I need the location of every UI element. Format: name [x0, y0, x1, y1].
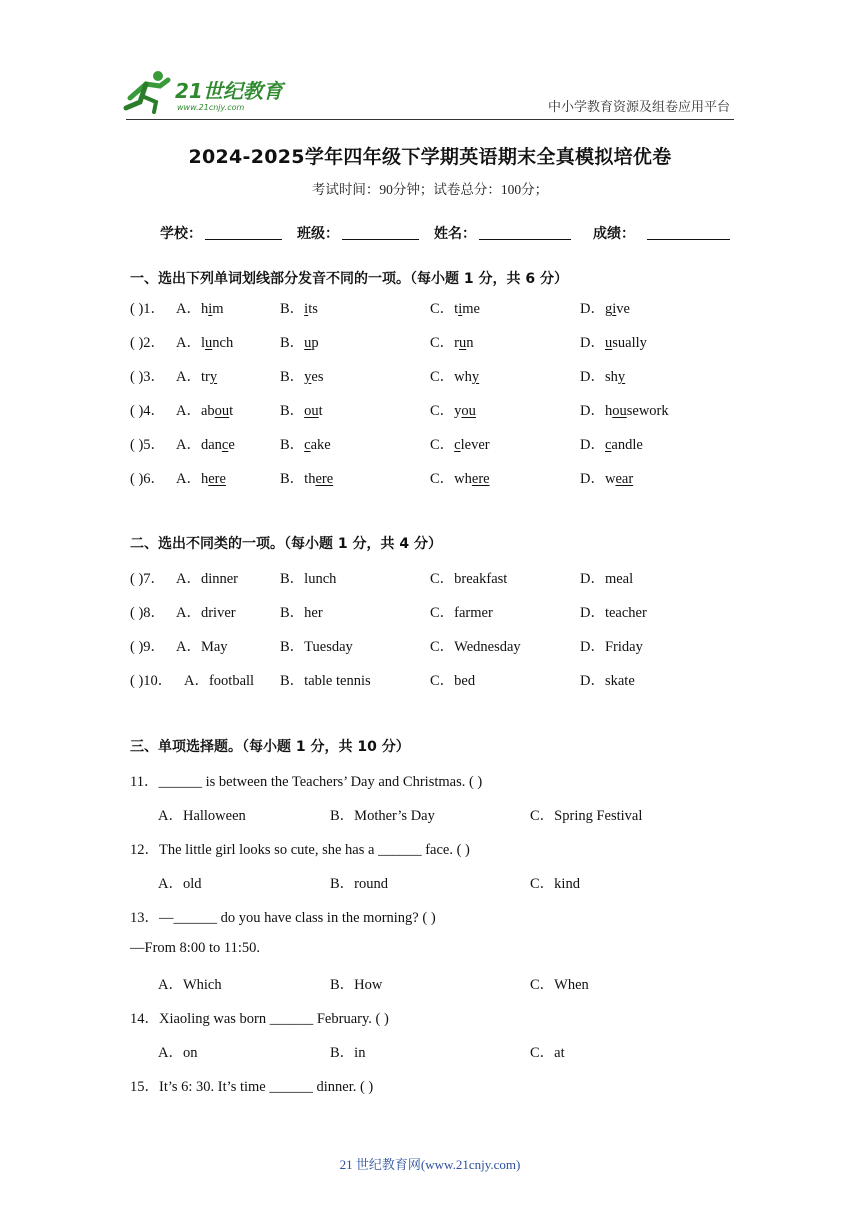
- option-d[interactable]: D．usually: [580, 335, 647, 351]
- option-b[interactable]: B．table tennis: [280, 673, 371, 689]
- option-d[interactable]: D．Friday: [580, 639, 643, 655]
- question-stem: 13．—______ do you have class in the morning? ( ): [130, 910, 436, 926]
- option-b[interactable]: B．Tuesday: [280, 639, 353, 655]
- option-d[interactable]: D．shy: [580, 369, 626, 385]
- option-d[interactable]: D．give: [580, 301, 630, 317]
- option-a[interactable]: A．old: [158, 876, 202, 892]
- answer-line: —From 8:00 to 11:50.: [130, 940, 260, 956]
- site-logo: [120, 68, 290, 114]
- option-a[interactable]: A．football: [184, 673, 255, 689]
- option-c[interactable]: C．breakfast: [430, 571, 508, 587]
- option-c[interactable]: C．farmer: [430, 605, 493, 621]
- exam-title: 2024-2025学年四年级下学期英语期末全真模拟培优卷: [188, 146, 672, 168]
- option-c[interactable]: C．When: [530, 977, 589, 993]
- option-d[interactable]: D．teacher: [580, 605, 647, 621]
- option-d[interactable]: D．meal: [580, 571, 634, 587]
- option-b[interactable]: B．out: [280, 403, 323, 419]
- question-number[interactable]: ( )1．: [130, 301, 166, 317]
- option-c[interactable]: C．Wednesday: [430, 639, 521, 655]
- name-label: 姓名：: [434, 226, 476, 242]
- option-c[interactable]: C．where: [430, 471, 490, 487]
- option-d[interactable]: D．candle: [580, 437, 643, 453]
- option-c[interactable]: C．you: [430, 403, 476, 419]
- option-d[interactable]: D．housework: [580, 403, 669, 419]
- class-label: 班级：: [297, 226, 339, 242]
- option-c[interactable]: C．time: [430, 301, 480, 317]
- option-c[interactable]: C．run: [430, 335, 474, 351]
- option-b[interactable]: B．lunch: [280, 571, 337, 587]
- option-b[interactable]: B．yes: [280, 369, 324, 385]
- option-a[interactable]: A．lunch: [176, 335, 234, 351]
- option-a[interactable]: A．about: [176, 403, 234, 419]
- question-number[interactable]: ( )6．: [130, 471, 166, 487]
- question-number[interactable]: ( )10．: [130, 673, 173, 689]
- option-a[interactable]: A．dinner: [176, 571, 239, 587]
- question-stem: 12．The little girl looks so cute, she has a ______ face. ( ): [130, 842, 470, 858]
- option-b[interactable]: B．her: [280, 605, 323, 621]
- question-number[interactable]: ( )9．: [130, 639, 166, 655]
- question-number[interactable]: ( )2．: [130, 335, 166, 351]
- option-b[interactable]: B．in: [330, 1045, 366, 1061]
- option-c[interactable]: C．Spring Festival: [530, 808, 643, 824]
- runner-logo-icon: [126, 71, 168, 112]
- option-a[interactable]: A．him: [176, 301, 224, 317]
- exam-subtitle: 考试时间：90分钟；试卷总分：100分；: [311, 182, 549, 197]
- option-a[interactable]: A．Which: [158, 977, 222, 993]
- option-c[interactable]: C．clever: [430, 437, 490, 453]
- option-b[interactable]: B．cake: [280, 437, 331, 453]
- header-tagline: 中小学教育资源及组卷应用平台: [547, 99, 730, 114]
- logo-url: www.21cnjy.com: [177, 103, 245, 112]
- logo-text: 21世纪教育: [175, 79, 283, 103]
- question-stem: 15．It’s 6: 30. It’s time ______ dinner. ( ): [130, 1079, 374, 1095]
- header-divider: [126, 119, 734, 120]
- option-a[interactable]: A．Halloween: [158, 808, 246, 824]
- option-a[interactable]: A．driver: [176, 605, 236, 621]
- option-d[interactable]: D．wear: [580, 471, 634, 487]
- question-number[interactable]: ( )3．: [130, 369, 166, 385]
- footer-link[interactable]: 21 世纪教育网(www.21cnjy.com): [339, 1157, 521, 1172]
- option-b[interactable]: B．its: [280, 301, 318, 317]
- option-b[interactable]: B．round: [330, 876, 388, 892]
- class-blank[interactable]: [342, 239, 419, 240]
- school-blank[interactable]: [205, 239, 282, 240]
- option-c[interactable]: C．at: [530, 1045, 565, 1061]
- school-label: 学校：: [160, 226, 202, 242]
- option-b[interactable]: B．Mother’s Day: [330, 808, 435, 824]
- question-number[interactable]: ( )4．: [130, 403, 166, 419]
- question-number[interactable]: ( )5．: [130, 437, 166, 453]
- score-blank[interactable]: [647, 239, 730, 240]
- score-label: 成绩：: [593, 226, 635, 242]
- option-a[interactable]: A．on: [158, 1045, 198, 1061]
- option-a[interactable]: A．here: [176, 471, 226, 487]
- option-a[interactable]: A．May: [176, 639, 228, 655]
- section1-heading: 一、选出下列单词划线部分发音不同的一项。（每小题 1 分，共 6 分）: [130, 271, 568, 287]
- question-stem: 11．______ is between the Teachers’ Day and Christmas. ( ): [130, 774, 483, 790]
- name-blank[interactable]: [479, 239, 571, 240]
- option-a[interactable]: A．dance: [176, 437, 235, 453]
- question-number[interactable]: ( )8．: [130, 605, 166, 621]
- option-b[interactable]: B．there: [280, 471, 334, 487]
- question-stem: 14．Xiaoling was born ______ February. ( ): [130, 1011, 389, 1027]
- section2-heading: 二、选出不同类的一项。（每小题 1 分，共 4 分）: [130, 536, 442, 552]
- question-number[interactable]: ( )7．: [130, 571, 166, 587]
- section3-heading: 三、单项选择题。（每小题 1 分，共 10 分）: [130, 739, 410, 755]
- option-c[interactable]: C．bed: [430, 673, 476, 689]
- option-d[interactable]: D．skate: [580, 673, 635, 689]
- option-c[interactable]: C．kind: [530, 876, 580, 892]
- option-a[interactable]: A．try: [176, 369, 218, 385]
- option-c[interactable]: C．why: [430, 369, 480, 385]
- option-b[interactable]: B．up: [280, 335, 319, 351]
- option-b[interactable]: B．How: [330, 977, 383, 993]
